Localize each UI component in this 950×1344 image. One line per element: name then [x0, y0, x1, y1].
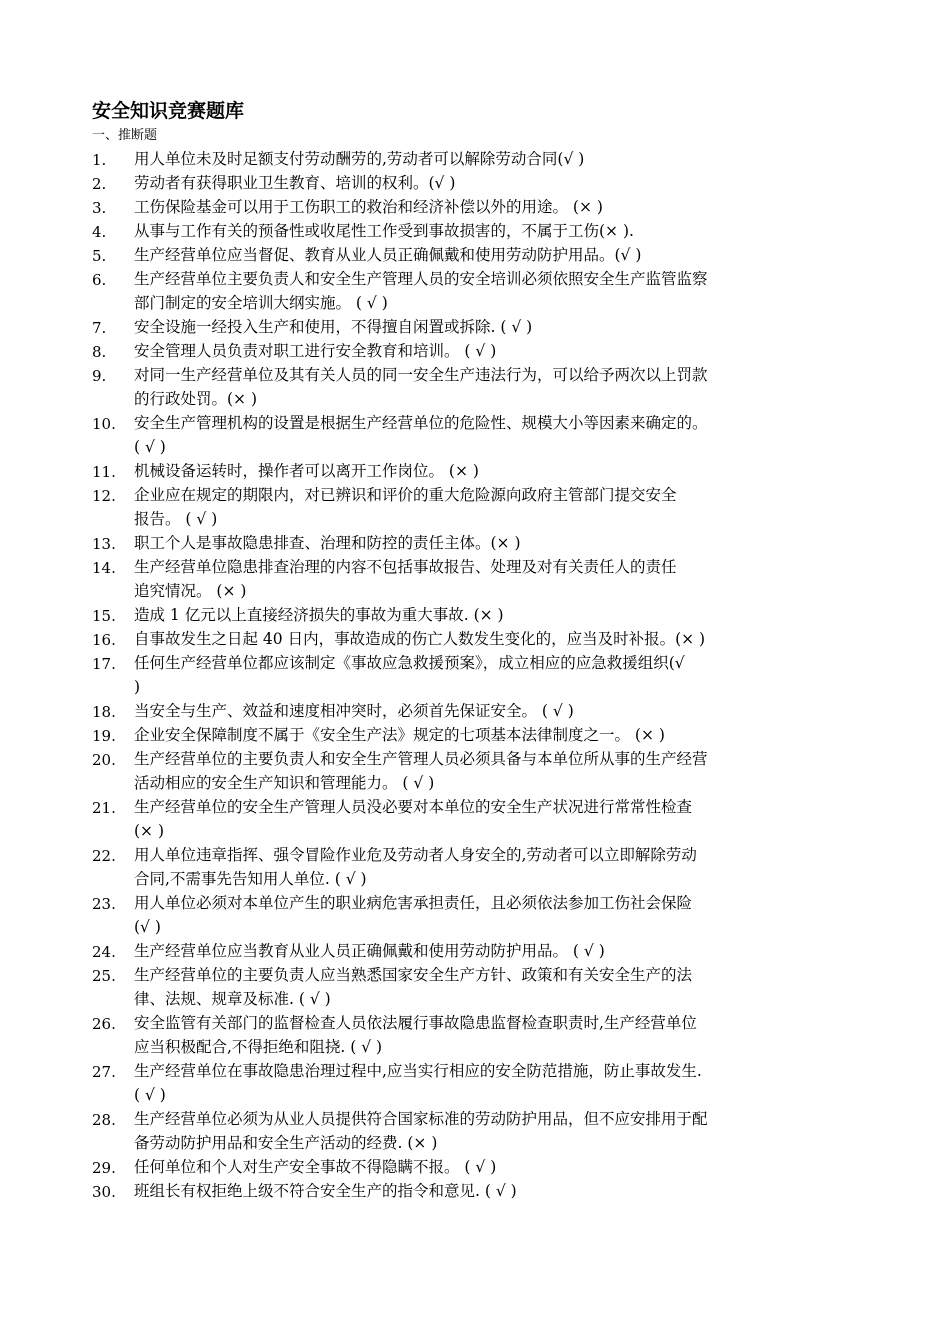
question-text: 生产经营单位应当督促、教育从业人员正确佩戴和使用劳动防护用品。(√ ): [134, 246, 642, 264]
question-item: [0, 171, 950, 195]
question-item: [0, 651, 950, 699]
question-item: [0, 1011, 950, 1059]
question-item: [0, 147, 950, 171]
question-text: 企业应在规定的期限内，对已辨识和评价的重大危险源向政府主管部门提交安全: [134, 486, 677, 504]
question-item: [0, 843, 950, 891]
question-item: [0, 459, 950, 483]
question-number: 2.: [92, 175, 107, 193]
question-item: [0, 339, 950, 363]
question-item: [0, 483, 950, 531]
question-number: 10.: [92, 415, 116, 433]
question-number: 25.: [92, 967, 116, 985]
question-text: 生产经营单位主要负责人和安全生产管理人员的安全培训必须依照安全生产监管监察: [134, 270, 708, 288]
question-text: 生产经营单位的主要负责人和安全生产管理人员必须具备与本单位所从事的生产经营: [134, 750, 708, 768]
question-number: 24.: [92, 943, 116, 961]
question-item: [0, 891, 950, 939]
question-text: 工伤保险基金可以用于工伤职工的救治和经济补偿以外的用途。 (× ): [134, 198, 603, 216]
question-item: [0, 699, 950, 723]
question-number: 5.: [92, 247, 107, 265]
question-item: [0, 315, 950, 339]
question-number: 27.: [92, 1063, 116, 1081]
question-number: 17.: [92, 655, 116, 673]
question-item: [0, 1179, 950, 1203]
question-text: 任何单位和个人对生产安全事故不得隐瞒不报。 ( √ ): [134, 1158, 497, 1176]
document-title: 安全知识竞赛题库: [92, 100, 245, 122]
question-text: (× ): [134, 822, 165, 840]
question-number: 1.: [92, 151, 107, 169]
question-text: ( √ ): [134, 1086, 166, 1104]
question-text: 用人单位违章指挥、强令冒险作业危及劳动者人身安全的,劳动者可以立即解除劳动: [134, 846, 697, 864]
question-number: 12.: [92, 487, 116, 505]
question-item: [0, 219, 950, 243]
question-text: 任何生产经营单位都应该制定《事故应急救援预案》，成立相应的应急救援组织(√: [134, 654, 685, 672]
question-text: 用人单位未及时足额支付劳动酬劳的,劳动者可以解除劳动合同(√ ): [134, 150, 585, 168]
question-text: 机械设备运转时，操作者可以离开工作岗位。 (× ): [134, 462, 479, 480]
question-number: 14.: [92, 559, 116, 577]
question-text: 安全设施一经投入生产和使用，不得擅自闲置或拆除. ( √ ): [134, 318, 533, 336]
question-number: 15.: [92, 607, 116, 625]
question-item: [0, 411, 950, 459]
question-text: 合同,不需事先告知用人单位. ( √ ): [134, 870, 367, 888]
question-text: 生产经营单位必须为从业人员提供符合国家标准的劳动防护用品，但不应安排用于配: [134, 1110, 708, 1128]
question-text: 生产经营单位在事故隐患治理过程中,应当实行相应的安全防范措施，防止事故发生.: [134, 1062, 702, 1080]
question-text: 用人单位必须对本单位产生的职业病危害承担责任，且必须依法参加工伤社会保险: [134, 894, 693, 912]
question-text: 生产经营单位应当教育从业人员正确佩戴和使用劳动防护用品。 ( √ ): [134, 942, 605, 960]
question-number: 19.: [92, 727, 116, 745]
question-item: [0, 603, 950, 627]
question-text: 备劳动防护用品和安全生产活动的经费. (× ): [134, 1134, 438, 1152]
question-item: [0, 531, 950, 555]
question-text: 劳动者有获得职业卫生教育、培训的权利。(√ ): [134, 174, 456, 192]
question-text: 报告。 ( √ ): [134, 510, 218, 528]
question-number: 26.: [92, 1015, 116, 1033]
question-text: 活动相应的安全生产知识和管理能力。 ( √ ): [134, 774, 435, 792]
question-item: [0, 555, 950, 603]
question-text: (√ ): [134, 918, 161, 936]
question-text: 应当积极配合,不得拒绝和阻挠. ( √ ): [134, 1038, 383, 1056]
question-text: 职工个人是事故隐患排查、治理和防控的责任主体。(× ): [134, 534, 521, 552]
question-number: 13.: [92, 535, 116, 553]
question-number: 30.: [92, 1183, 116, 1201]
question-list: [0, 147, 950, 1203]
question-item: [0, 267, 950, 315]
question-item: [0, 1107, 950, 1155]
question-text: 生产经营单位的安全生产管理人员没必要对本单位的安全生产状况进行常常性检查: [134, 798, 693, 816]
question-text: 造成 1 亿元以上直接经济损失的事故为重大事故. (× ): [134, 606, 504, 624]
question-text: 律、法规、规章及标准. ( √ ): [134, 990, 331, 1008]
question-number: 23.: [92, 895, 116, 913]
question-text: 生产经营单位的主要负责人应当熟悉国家安全生产方针、政策和有关安全生产的法: [134, 966, 693, 984]
question-text: 安全管理人员负责对职工进行安全教育和培训。 ( √ ): [134, 342, 497, 360]
question-item: [0, 195, 950, 219]
question-number: 21.: [92, 799, 116, 817]
section-heading: 一、推断题: [92, 128, 158, 143]
question-number: 20.: [92, 751, 116, 769]
question-number: 28.: [92, 1111, 116, 1129]
question-text: ): [134, 678, 141, 696]
question-number: 4.: [92, 223, 107, 241]
question-text: 安全监管有关部门的监督检查人员依法履行事故隐患监督检查职责时,生产经营单位: [134, 1014, 697, 1032]
question-item: [0, 963, 950, 1011]
question-text: 对同一生产经营单位及其有关人员的同一安全生产违法行为，可以给予两次以上罚款: [134, 366, 708, 384]
question-number: 16.: [92, 631, 116, 649]
question-number: 7.: [92, 319, 107, 337]
question-item: [0, 627, 950, 651]
question-text: 部门制定的安全培训大纲实施。 ( √ ): [134, 294, 388, 312]
question-text: 企业安全保障制度不属于《安全生产法》规定的七项基本法律制度之一。 (× ): [134, 726, 665, 744]
question-text: 自事故发生之日起 40 日内，事故造成的伤亡人数发生变化的，应当及时补报。(× ): [134, 630, 706, 648]
question-number: 11.: [92, 463, 116, 481]
question-text: 追究情况。 (× ): [134, 582, 247, 600]
question-text: 班组长有权拒绝上级不符合安全生产的指令和意见. ( √ ): [134, 1182, 517, 1200]
question-number: 9.: [92, 367, 107, 385]
question-item: [0, 747, 950, 795]
question-item: [0, 795, 950, 843]
question-text: 的行政处罚。(× ): [134, 390, 258, 408]
question-text: 从事与工作有关的预备性或收尾性工作受到事故损害的，不属于工伤(× ).: [134, 222, 634, 240]
question-item: [0, 723, 950, 747]
question-item: [0, 1155, 950, 1179]
question-item: [0, 939, 950, 963]
question-text: 当安全与生产、效益和速度相冲突时，必须首先保证安全。 ( √ ): [134, 702, 574, 720]
question-text: 安全生产管理机构的设置是根据生产经营单位的危险性、规模大小等因素来确定的。: [134, 414, 708, 432]
question-number: 22.: [92, 847, 116, 865]
question-number: 29.: [92, 1159, 116, 1177]
question-text: ( √ ): [134, 438, 166, 456]
question-item: [0, 363, 950, 411]
question-number: 3.: [92, 199, 107, 217]
question-number: 8.: [92, 343, 107, 361]
question-item: [0, 1059, 950, 1107]
question-item: [0, 243, 950, 267]
question-text: 生产经营单位隐患排查治理的内容不包括事故报告、处理及对有关责任人的责任: [134, 558, 677, 576]
question-number: 6.: [92, 271, 107, 289]
question-number: 18.: [92, 703, 116, 721]
